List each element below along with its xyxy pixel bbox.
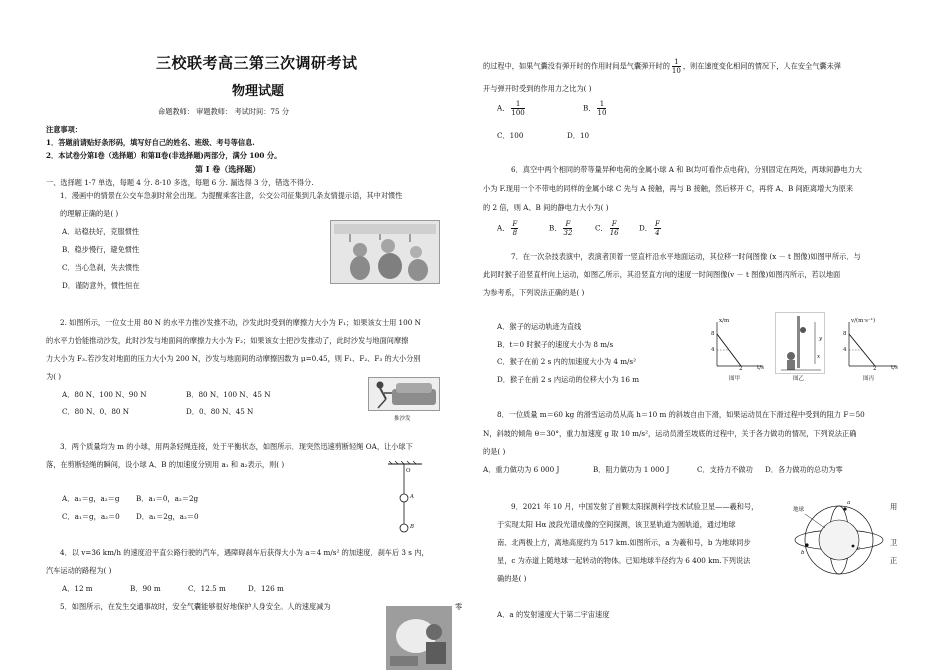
q7-stem: 此同时猴子沿竖直杆向上运动，如图乙所示，其沿竖直方向的速度一时间图像(v － t 图像)如图丙所示，若以地面	[483, 270, 841, 279]
q9-stem-end: 用	[890, 502, 898, 511]
fig1-tick-8: 8	[711, 331, 715, 337]
q5-stem-line2: 的过程中，如果气囊没有弹开时的作用时间是气囊弹开时的 $\frac{1}{10}$ ，则在速度变化相同的情况下，人在安全气囊未弹	[483, 58, 841, 75]
q7-option-d: D．猴子在前 2 s 内运动的位移大小为 16 m	[497, 375, 640, 384]
q9-stem: 确的是( )	[497, 574, 527, 583]
q3-option-c: C．a₁＝g，a₂＝0	[62, 512, 120, 521]
label-b-sat: b	[801, 550, 805, 556]
hanging-balls-diagram	[380, 460, 430, 538]
q4-stem: 4．以 v=36 km/h 的速度沿平直公路行驶的汽车，遇障碍刹车后获得大小为 a＝4 m/s² 的加速度．刹车后 3 s 内，	[60, 548, 429, 557]
notes-item: 2．本试卷分第Ⅰ卷（选择题）和第Ⅱ卷(非选择题)两部分，满分 100 分。	[46, 151, 282, 160]
q6-option-b: B． $\frac{F}{32}$	[549, 220, 573, 237]
fig1-tick-4: 4	[711, 347, 715, 353]
section-title: 第 Ⅰ 卷（选择题）	[195, 164, 261, 174]
right-column	[475, 0, 950, 672]
q9-option-a: A．a 的发射速度大于第二宇宙速度	[497, 610, 610, 619]
q2-stem: 为( )	[46, 372, 62, 381]
label-b: B	[410, 524, 415, 530]
q4-option-b: B．90 m	[130, 584, 161, 593]
q3-stem: 3．两个质量均为 m 的小球，用两条轻绳连接，处于平衡状态，如图所示．现突然迅速剪断轻绳 OA，让小球下	[60, 442, 413, 451]
q7-option-c: C．猴子在前 2 s 内的加速度大小为 4 m/s²	[497, 357, 637, 366]
q5-option-b: B． $\frac{1}{10}$	[583, 100, 607, 117]
q2-option-b: B．80 N、100 N、45 N	[186, 390, 271, 399]
q1-stem: 的理解正确的是( )	[60, 209, 119, 218]
q4-option-c: C．12.5 m	[188, 584, 226, 593]
exam-title: 三校联考高三第三次调研考试	[156, 54, 358, 72]
fig3-caption: 图丙	[863, 376, 875, 382]
fig2-caption: 图乙	[793, 376, 805, 382]
q5-option-a: A． $\frac{1}{100}$	[497, 100, 525, 117]
q2-stem: 2. 如图所示，一位女士用 80 N 的水平力推沙发推不动，沙发此时受到的摩擦力大小为 F₁；如果该女士用 100 N	[60, 318, 421, 327]
label-a-sat: a	[847, 500, 851, 506]
section-instructions: 一、选择题 1-7 单选，每题 4 分. 8-10 多选，每题 6 分. 漏选得 3 分，错选不得分.	[46, 178, 314, 187]
notes-item: 1．答题前请贴好条形码，填写好自己的姓名、班级、考号等信息.	[46, 138, 255, 147]
q9-stem: 星，c 为赤道上随地球一起转动的物体。已知地球半径约为 6 400 km.下列说法	[497, 556, 751, 565]
q8-option-c: C．支持力不做功	[697, 465, 753, 474]
q2-stem: 的水平力恰能推动沙发，此时沙发与地面间的摩擦力大小为 F₂；如果该女士把沙发推动了，此时沙发与地面间摩擦	[46, 336, 409, 345]
earth-orbit-diagram	[791, 500, 885, 580]
q9-stem: 于实现太阳 Hα 波段光谱成像的空间探测，该卫星轨道为圆轨道，通过地球	[497, 520, 736, 529]
label-o: O	[406, 468, 411, 474]
q3-stem: 落，在剪断轻绳的瞬间，设小球 A、B 的加速度分别用 a₁ 和 a₂表示，则( )	[46, 460, 285, 469]
q6-stem: 6．真空中两个相同的带等量异种电荷的金属小球 A 和 B(均可看作点电荷)，分别固定在两处，两球间静电力大	[511, 165, 862, 174]
q4-stem: 汽车运动的路程为( )	[46, 566, 112, 575]
exam-subject: 物理试题	[232, 84, 285, 99]
exam-meta: 命题教师： 审题教师： 考试时间：75 分	[158, 107, 290, 116]
label-earth: 地球	[793, 507, 805, 513]
fig1-caption: 图甲	[729, 376, 741, 382]
q8-stem: 8．一位质量 m＝60 kg 的滑雪运动员从高 h＝10 m 的斜坡自由下滑，如果运动员在下滑过程中受到的阻力 F＝50	[497, 410, 865, 419]
fig3-ylabel: v/(m·s⁻¹)	[851, 318, 876, 324]
q8-option-b: B．阻力做功为 1 000 J	[593, 465, 670, 474]
q8-option-d: D．各力做功的总功为零	[765, 465, 843, 474]
q3-option-d: D．a₁＝2g，a₂＝0	[136, 512, 199, 521]
fig3-tick-4: 4	[843, 347, 847, 353]
fig1-ylabel: x/m	[719, 318, 730, 324]
sofa-push-image	[368, 377, 440, 411]
q2-stem: 力大小为 F₃.若沙发对地面的压力大小为 200 N，沙发与地面间的动摩擦因数为 μ=0.45，则 F₁、F₂、F₃ 的大小分别	[46, 354, 421, 363]
airbag-photo	[386, 606, 452, 670]
sofa-figure-caption: 推沙发	[394, 416, 411, 422]
notes-heading: 注意事项：	[46, 125, 82, 134]
q9-stem: 南、北两极上方，离地高度约为 517 km.如图所示，a 为羲和号，b 为地球同步	[497, 538, 751, 547]
q1-stem: 1．漫画中的情景在公交车急刹时常会出现。为提醒乘客注意，公交公司征集到几条友情提示语，其中对惯性	[60, 191, 403, 200]
q5-stem-end: 零	[455, 602, 463, 611]
q7-stem: 7．在一次杂技表演中，表演者顶着一竖直杆沿水平地面运动，其位移一时间图像 (x － t 图像)如图甲所示．与	[511, 252, 861, 261]
q1-option-a: A．站稳扶好，克服惯性	[62, 227, 140, 236]
q4-option-d: D．126 m	[248, 584, 284, 593]
q4-option-a: A．12 m	[62, 584, 93, 593]
fig3-xlabel: t/s	[891, 365, 898, 371]
q6-option-c: C． $\frac{F}{16}$	[595, 220, 619, 237]
q3-option-b: B．a₁＝0，a₂＝2g	[136, 494, 199, 503]
fig2-x-label: x	[817, 354, 821, 360]
q9-stem-end: 卫	[890, 538, 898, 547]
label-c-obj: c	[857, 546, 861, 552]
q1-option-c: C．当心急刹，失去惯性	[62, 263, 140, 272]
label-a: A	[410, 494, 414, 500]
fig1-tick-2: 2	[739, 366, 743, 372]
q5-stem: 5．如图所示，在发生交通事故时，安全气囊能够很好地保护人身安全。人的速度减为	[60, 602, 331, 611]
q5-fraction: $\frac{1}{10}$	[671, 58, 681, 75]
q5-stem: 开与弹开时受到的作用力之比为( )	[483, 84, 592, 93]
q7-option-a: A．猴子的运动轨迹为直线	[497, 322, 582, 331]
fig3-tick-8: 8	[843, 331, 847, 337]
bus-cartoon-image	[330, 220, 440, 284]
q6-stem: 小为 F.现用一个不带电的同样的金属小球 C 先与 A 接触，再与 B 接触，然后移开 C，再将 A、B 间距离增大为原来	[483, 184, 854, 193]
q7-option-b: B．t＝0 时猴子的速度大小为 8 m/s	[497, 340, 614, 349]
q7-stem: 为参考系，下列说法正确的是( )	[483, 288, 585, 297]
q8-option-a: A．重力做功为 6 000 J	[483, 465, 560, 474]
q8-stem: 的是( )	[483, 447, 506, 456]
q3-option-a: A．a₁＝g，a₂＝g	[62, 494, 120, 503]
q1-option-d: D．谨防意外，惯性恒在	[62, 281, 140, 290]
q6-option-a: A． $\frac{F}{8}$	[497, 220, 518, 237]
fig3-tick-2: 2	[873, 366, 877, 372]
q9-stem-end: 正	[890, 556, 898, 565]
figure-monkey-pole	[775, 312, 825, 374]
q1-option-b: B．稳步慢行，避免惯性	[62, 245, 140, 254]
q9-stem: 9．2021 年 10 月，中国发射了首颗太阳探测科学技术试验卫星——羲和号，	[511, 502, 759, 511]
fig2-y-label: y	[819, 336, 823, 342]
q5-option-c: C．100	[497, 131, 524, 140]
q2-option-d: D．0、80 N、45 N	[186, 407, 254, 416]
q6-option-d: D． $\frac{F}{4}$	[639, 220, 660, 237]
q2-option-a: A．80 N、100 N、90 N	[62, 390, 147, 399]
fig1-xlabel: t/s	[757, 365, 764, 371]
q5-option-d: D．10	[567, 131, 590, 140]
q2-option-c: C．80 N、0、80 N	[62, 407, 130, 416]
q6-stem: 的 2 倍，则 A、B 间的静电力大小为( )	[483, 203, 609, 212]
q8-stem: N，斜坡的倾角 θ＝30°，重力加速度 g 取 10 m/s²，运动员滑至坡底的过程中，关于各力做功的情况，下列说法正确	[483, 429, 857, 438]
